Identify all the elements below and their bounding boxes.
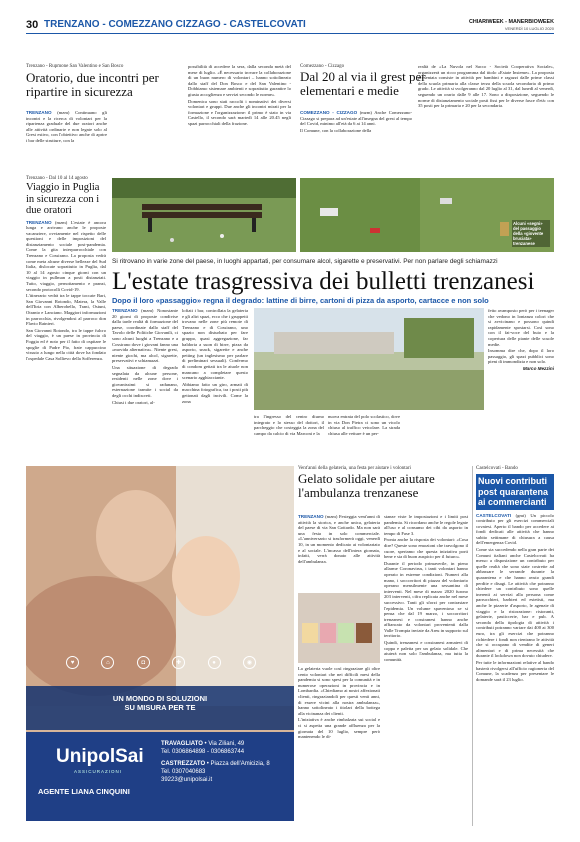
dateline: TRENZANO — [26, 219, 52, 225]
dateline: CASTELCOVATI — [476, 512, 512, 518]
gelato-illustration — [298, 593, 380, 663]
headline: Oratorio, due incontri per ripartire in sicurezza — [26, 70, 159, 99]
kicker: Trenzano - Dal 10 al 14 agosto — [26, 176, 88, 181]
kicker: Vent'anni della gelateria, una festa per aiutare i volontari — [298, 466, 411, 471]
family-photo — [26, 466, 294, 706]
feature-article — [112, 258, 554, 458]
home-icon: ⌂ — [101, 656, 114, 669]
ad-icon-row — [66, 656, 256, 669]
header-rule — [26, 33, 554, 34]
ad-slogan-line1: UN MONDO DI SOLUZIONI — [112, 694, 208, 703]
health-icon: ✚ — [172, 656, 185, 669]
masthead: CHIARIWEEK - MANERBIOWEEK — [468, 19, 554, 25]
dateline: TRENZANO — [112, 308, 138, 313]
brand-logo: UnipolSai — [56, 746, 144, 767]
agent-name: AGENTE LIANA CINQUINI — [38, 787, 130, 796]
article-gelato — [298, 466, 468, 826]
dateline: TRENZANO — [298, 514, 324, 519]
advertisement-unipolsai — [26, 466, 294, 821]
feature-col3: tra l'ingresso del centro diurno integrato e lo stesso del dottori, il parcheggio che costeggia la zona del campo da calcio di via Marconi e la — [254, 414, 324, 436]
feature-headline: L'estate trasgressiva dei bulletti trenzanesi — [112, 267, 535, 295]
park-illustration — [112, 178, 296, 252]
car-icon: ◘ — [137, 656, 150, 669]
brand-sub: ASSICURAZIONI — [74, 769, 123, 774]
pig-icon: ◉ — [243, 656, 256, 669]
dateline: COMEZZANO - CIZZAGO — [300, 110, 358, 115]
article-contributi — [472, 466, 554, 826]
photo-bench-park — [112, 178, 296, 252]
photo-caption: Alcuni «segni» del passaggio della «giovente bruciata» trenzanese — [512, 220, 550, 247]
article-body: TRENZANO (mzm) L'estate è ancora lunga e arrivano anche le proposte vacanziere, ovviamente nel rispetto delle questioni e delle imposizioni del distanziamento sociale post-pandemia. Come la gita interparrocchiale con Trenzano e Cossirano. La proposta vedrà come meta alcune diverse bellezze del Sud Italia, dislocate soprattutto in Puglia, dal 10 al 14 agosto cinque giorni con un viaggio in pullman a posti distanziati. Tutto, viaggio, pernottamento e pranzi, secondo protocolli Covid-19. L'itinerario vedrà tra le tappe toccate Bari, San Giovanni Rotondo, Matera, la Valle dell'Itria con Alberobello, Trani, Ostuni, Otranto e Lanciano. Maggiori informazioni in parrocchia, rivolgendosi al parroco don Flavio Rainieri. San Giovanni Rotondo, tra le tappe fulcro del viaggio, è un paese in provincia di Foggia ed è noto per il fatto di ospitare le spoglie di Padre Pio, frate cappuccino vissuto a lungo nella città dove ha fondato l'ospedale Casa Sollievo della Sofferenza. — [26, 219, 106, 361]
dateline: TRENZANO — [26, 110, 52, 115]
feature-col4: nuova entrata del polo scolastico, dove in via Don Pietra ci sono un vicolo chiuso al traffico veicolare. La strada chiusa alle vetture è un per- — [328, 414, 400, 436]
byline: Marco Mezzini — [522, 365, 554, 371]
article-body-col2: possibilità di accedere la sera, dalla seconda metà del mese di luglio. «È necessario trovare la collaborazione di un buon numero di volontari – hanno sottolineato dallo staff del Don Bosco e del San Valentino - Dobbiamo sistemare ambienti e soprattutto garantire lo giusta accoglienza e servizi secondo le norme». Domenica sono stati raccolti i nominativi dei diversi volontari e gruppi. Due anche gli incontri mirati per la formazione e l'organizzazione: il primo è stato in via Castello, il secondo sarà martedì 14 alle 20.45 negli spazi parrocchiali della frazione. — [188, 64, 291, 126]
ad-slogan-line2: SU MISURA PER TE — [124, 703, 196, 712]
heart-icon: ♥ — [66, 656, 79, 669]
article-oratorio — [26, 64, 291, 156]
headline: Gelato solidale per aiutare l'ambulanza trenzanese — [298, 471, 435, 500]
feature-col5: fetto avamposto però per i teenager che vedono in lontanza colori che si avvicinano e possono quindi rapidamente spostarsi. Così sono con il fai-voce del buio e la copertura delle piante delle scuole medie. Insomma dire che, dopo il loro passaggio, gli spazi pubblici sono pieni di immondizia e non solo. Marco Mezzini — [488, 308, 554, 371]
kicker: Castelcovati - Bando — [476, 466, 518, 471]
article-body: CASTELCOVATI (gmt) Un piccolo contributo per gli esercizi commerciali covatesi. Aperto il bando per accedere ai fondi dedicati alle attività che hanno subito settimane di chiusura a causa dell'emergenza Covid. Come sta succedendo nella gran parte dei Comuni italiani anche Castelcovati ha messo a disposizione un contributo per quelle realtà che sono state costrette ad abbassare le serrande durante la quarantena e che hanno avuto grandi perdite e disagi. Le attività che potranno chiedere un contributo sono quelle inerenti ai servizi alla persona come parrucchieri, barbieri ed estetisti, ma anche le pizzerie d'asporto, le agenzie di viaggio e la ristorazione: ristoranti, gelaterie, pasticcerie, bar e pub. A seconda della tipologia di attività i contributi potranno variare dai 400 ai 300 euro, tra gli esercizi che potranno richiedere i fondi non rientrano le attività che si occupano di vendite di generi alimentari e di prima necessità che durante il lockdown non dovuto chiudere. Per tutte le informazioni relative al bando basterà rivolgersi all'ufficio ragioneria del Comune, la scadenza per presentare le domande sarà il 23 luglio. — [476, 512, 554, 682]
feature-subhead: Dopo il loro «passaggio» regna il degrado: lattine di birre, cartoni di pizza da asporto, cartacce e non solo — [112, 295, 489, 305]
feature-col2: lofiati i bar, controllata la gelateria e gli altri spazi, ecco che i gruppetti trovano nelle zone più remote di Trenzano e di Cossirano, uno spazio non disturbato per fare gruppo, quasi aggregazione, far baldoria a suon di birre, pizza da asporto, snack, sigarette e anche petting (un inglesismo per parlare di preliminari sessuali). Confermo di condom gettati tra le aiuole non mancano a completare questo scenario agghiacciante. Abbiamo fatto un giro, armati di macchina fotografica, tra i posti più gettonati dagli incivili. Come la zona — [182, 308, 248, 404]
school-illustration — [254, 308, 484, 410]
photo-litter-grass — [300, 178, 554, 252]
ad-slogan-band — [26, 686, 294, 730]
issue-date: VENERDÌ 10 LUGLIO 2020 — [504, 26, 554, 31]
ad-footer — [26, 732, 294, 821]
location-castrezzato: CASTREZZATO • Piazza dell'Amicizia, 8 Tel. 0307040683 39223@unipolsai.it — [161, 761, 270, 783]
kicker: Trenzano - Rupmone San Valentino e San Bosco — [26, 64, 124, 69]
headline: Viaggio in Puglia in sicurezza con i due oratori — [26, 182, 100, 216]
article-body-col2: realtà de «La Nuvola nel Sacco - Società Cooperativa Sociale», organizzerà un ricco programma dal titolo «Estate Insieme». La proposta presentata consiste in attività per bambini e ragazzi dalle prime classi della scuola primaria alla classe terza della scuola secondaria di primo grado. Le attività si svolgeranno dal 20 luglio al 31, dal lunedì al venerdì, seguendo un orario dalle 9 alle 17. Sono a disposizione, seguendo le norme di distanziamento sociale posti fissi per le diverse fasce d'età: con 35 posti per la primaria e 20 per la secondaria. — [418, 64, 554, 109]
headline: Nuovi contributi post quarantena ai commercianti — [476, 474, 554, 510]
paw-icon: ● — [208, 656, 221, 669]
article-grest — [300, 64, 554, 156]
gelato-col1b: La gelateria vuole così ringraziare gli oltre cento volontari che nei difficili mesi della pandemia si sono spesi per la comunità e in numerose operazioni in provincia e in Lombardia. «Chiediamo ai nostri affezionati clienti, ringraziandoli per questi venti anni, di essere vicini alla nostra ambulanza», hanno sottolineato i titolari della bottega alla vicinanza dei clienti. L'iniziativa è anche rimbalzata sui social e ci si aspetta una grande affluenza per la giornata del 10 luglio, sempre però mantenendo le di- — [298, 666, 380, 740]
deck: Si ritrovano in varie zone del paese, in luoghi appartati, per consumare alcol, sigarette e preservativi. Per non parlare degli schiamazzi — [112, 258, 498, 265]
location-travagliato: TRAVAGLIATO • Via Ziliani, 49 Tel. 0306864898 - 0306863744 — [161, 741, 245, 755]
headline: Dal 20 al via il grest per elementari e medie — [300, 69, 426, 98]
photo-school-area — [254, 308, 484, 410]
article-body-col1: TRENZANO (mzm) Continuano gli incontri e la ricerca di volontari per la ripartenza graduale del due oratori anche alle attività ordinarie e non legate solo al Grest estivo, con l'obiettivo anche di aprire i bar delle strutture, con la — [26, 110, 107, 143]
gelato-col1: TRENZANO (mzm) Festeggia vent'anni di attività la storica, e anche unica, gelateria del paese di via San Gottardo. Ma non sarà una festa in solo commerciale. «L'anniversario si trasformerà oggi, venerdì 10, in un momento dedicato ai volontariato e al sociale. L'incasso dell'intera giornata, infatti, verrà donato alle attività dell'ambulanza. — [298, 514, 380, 564]
photo-ice-cream-counter — [298, 593, 380, 663]
email-link[interactable]: 39223@unipolsai.it — [161, 777, 213, 783]
article-body-col1: COMEZZANO - CIZZAGO (mzm) Anche Comezzano-Cizzago si prepara ad un'estate all'insegna del grest al tempo del Covid, minimo all'età da 6 ai 14 anni. Il Comune, con la collaborazione della — [300, 110, 412, 133]
kicker: Comezzano - Cizzago — [300, 64, 345, 69]
page-number: 30 — [26, 19, 39, 31]
feature-col1: TRENZANO (mzm) Nonostante 20 giorni di proposte condivise dalla tarde realtà di formazione del paese, coordinate dallo staff del Tavolo delle Politiche Giovanili, ci sono alcuni luoghi a Trenzano e a Cossirano dove i giovani fanno una «movida alternativa». Niente grest, niente giochi, ma alcol, sigarette, preservativi e schiamazzi. Una situazione di degrado segnalata da alcune persone, residenti nelle zone dove i giovanissimi si radunano, esternazione tramite i social da degli occhi indiscreti. Chiusi i due oratori, al- — [112, 308, 178, 405]
page-header — [26, 19, 554, 32]
section-title: TRENZANO - COMEZZANO CIZZAGO - CASTELCOVATI — [44, 19, 306, 30]
article-viaggio — [26, 176, 106, 456]
gelato-col2: stanze viste le impostazioni e i limiti post pandemia. Si ricordano anche le regole legate all'uso e al consumo dei cibi da asporto in tempo di Fase 3. Pronta anche la risposta dei volontari: «Cosa dire? Queste sono emozioni che travolgono il cuore, speriamo che questa iniziativa porti bene e sia di buon auspicio per il futuro». Durante il periodo primaverile, in pieno allarme Coronavirus, i tanti volontari hanno operato in estreme condizioni. Numeri alla mano, i soccorritori di piazza del volontario operano mensilmente una sessantina di interventi. Nel mese di marzo 2020 furono 203 interventi, cifra replicata anche nel mese successivo. Tanti gli sforzi per contrastare l'epidemia. Un volume spaventoso se si pensa che dal 19 marzo, i soccorritori trenzanesi e cossiranesi hanno anche affiancato da volontari provenienti dalla Valle Trompia inviate da Areu in supporto sul territorio. Quindi, trenzanesi e cossiranesi armatevi di coppa e paletta per un gelato solidale. Che aiuterà non solo l'ambulanza, ma tutta la comunità. — [384, 514, 468, 662]
